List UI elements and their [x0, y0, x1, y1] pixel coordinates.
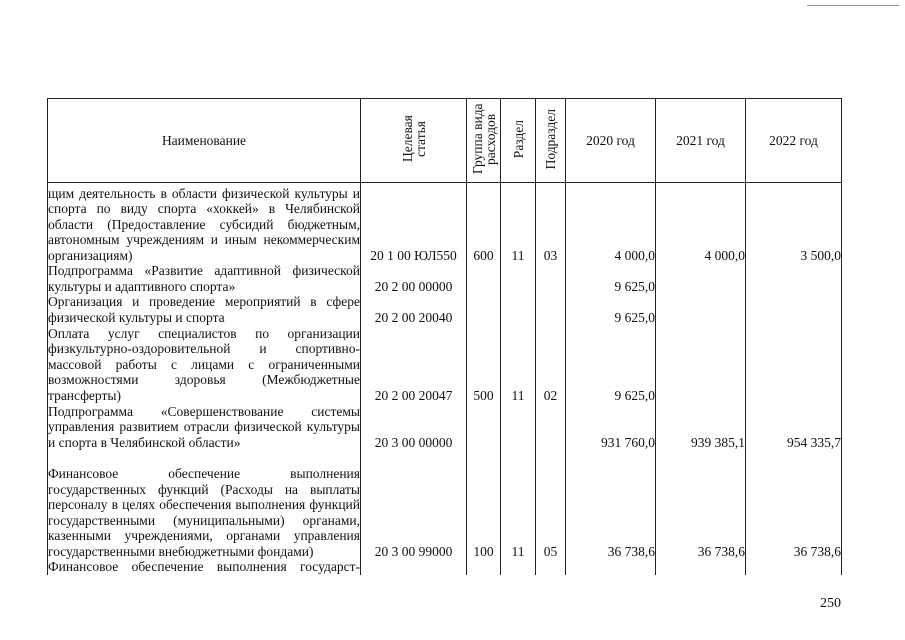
row-2022: 3 500,0 [746, 183, 842, 263]
row-2020 [566, 559, 656, 575]
row-2020: 931 760,0 [566, 403, 656, 450]
header-2020: 2020 год [566, 99, 656, 183]
table-header-row [48, 99, 842, 183]
table-row [48, 294, 842, 325]
row-target-article: 20 2 00 20047 [361, 325, 467, 403]
row-2022 [746, 325, 842, 403]
row-2022: 36 738,6 [746, 450, 842, 559]
row-2021 [656, 559, 746, 575]
row-subsection [536, 263, 566, 294]
row-target-article: 20 3 00 00000 [361, 403, 467, 450]
row-expense-group: 500 [467, 325, 501, 403]
row-2021 [656, 263, 746, 294]
page-number: 250 [820, 596, 841, 611]
row-expense-group: 100 [467, 450, 501, 559]
row-expense-group [467, 263, 501, 294]
row-target-article: 20 1 00 ЮЛ550 [361, 183, 467, 263]
row-expense-group [467, 559, 501, 575]
row-2022: 954 335,7 [746, 403, 842, 450]
budget-table [47, 98, 842, 575]
table-row [48, 325, 842, 403]
row-target-article: 20 3 00 99000 [361, 450, 467, 559]
header-target-article: Целевая статья [399, 115, 428, 163]
row-2020: 9 625,0 [566, 294, 656, 325]
page-edge-line [807, 5, 899, 6]
header-subsection: Подраздел [543, 108, 558, 170]
row-subsection: 03 [536, 183, 566, 263]
row-2021: 4 000,0 [656, 183, 746, 263]
row-section [501, 559, 536, 575]
header-section: Раздел [510, 119, 526, 159]
row-target-article [361, 559, 467, 575]
row-2021: 36 738,6 [656, 450, 746, 559]
row-name: щим деятельность в области физической культуры и спорта по виду спорта «хоккей» в Челябинской области (Предоставление субсидий бюджетным, автономным учреждениям и иным некоммерческим организациям) [48, 183, 361, 263]
row-name: Финансовое обеспечение выполнения государст- [48, 558, 360, 574]
row-name: Подпрограмма «Совершенствование системы управления развитием отрасли физической культуры и спорта в Челябинской области» [48, 403, 360, 450]
row-subsection [536, 403, 566, 450]
row-section: 11 [501, 183, 536, 263]
row-name: Финансовое обеспечение выполнения государственных функций (Расходы на выплаты персоналу в целях обеспечения выполнения функций государственными (муниципальными) органами, казенными учреждениями, органами управления государственными внебюджетными фондами) [48, 450, 361, 559]
row-name: Оплата услуг специалистов по организации физкультурно-оздоровительной и спортивно-массовой работы с лицами с ограниченными возможностями здоровья (Межбюджетные трансферты) [48, 325, 360, 403]
row-2020: 9 625,0 [566, 325, 656, 403]
row-section [501, 403, 536, 450]
header-2021: 2021 год [656, 99, 746, 183]
row-section: 11 [501, 450, 536, 559]
row-section [501, 263, 536, 294]
row-subsection [536, 294, 566, 325]
row-2021 [656, 325, 746, 403]
row-name: Организация и проведение мероприятий в сфере физической культуры и спорта [48, 294, 360, 325]
row-2022 [746, 559, 842, 575]
row-expense-group [467, 403, 501, 450]
table-row [48, 559, 842, 575]
header-2022: 2022 год [746, 99, 842, 183]
table-row [48, 183, 842, 263]
row-name: Подпрограмма «Развитие адаптивной физической культуры и адаптивного спорта» [48, 263, 360, 294]
header-expense-group: Группа вида расходов [469, 103, 498, 175]
row-2021 [656, 294, 746, 325]
row-2021: 939 385,1 [656, 403, 746, 450]
row-expense-group [467, 294, 501, 325]
row-2022 [746, 294, 842, 325]
row-subsection [536, 559, 566, 575]
header-name: Наименование [48, 99, 361, 183]
row-2022 [746, 263, 842, 294]
row-section [501, 294, 536, 325]
row-2020: 9 625,0 [566, 263, 656, 294]
row-2020: 36 738,6 [566, 450, 656, 559]
table-row [48, 263, 842, 294]
row-target-article: 20 2 00 00000 [361, 263, 467, 294]
table-row [48, 403, 842, 450]
row-subsection: 02 [536, 325, 566, 403]
row-target-article: 20 2 00 20040 [361, 294, 467, 325]
row-section: 11 [501, 325, 536, 403]
row-2020: 4 000,0 [566, 183, 656, 263]
row-subsection: 05 [536, 450, 566, 559]
row-expense-group: 600 [467, 183, 501, 263]
table-row [48, 450, 842, 559]
